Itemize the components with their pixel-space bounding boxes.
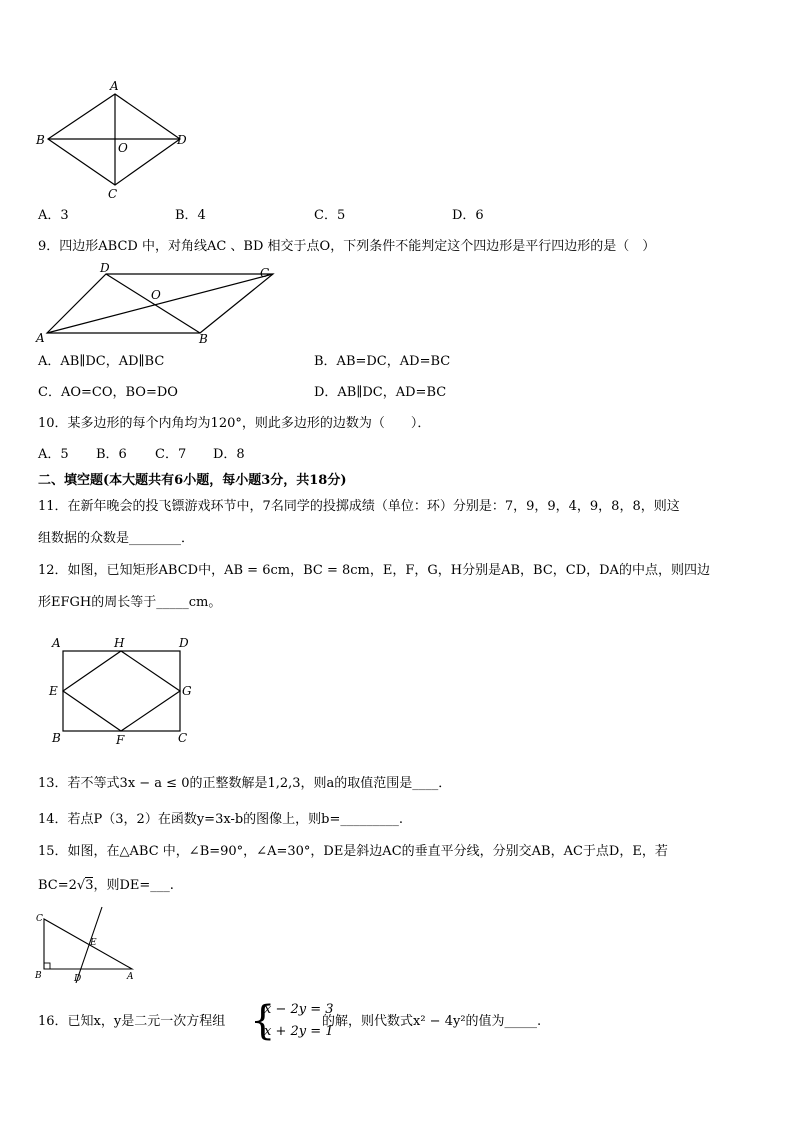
label-a: A	[52, 636, 61, 650]
q10-option-c: C．7	[155, 447, 187, 462]
label-c: C	[178, 731, 188, 745]
q16	[38, 1000, 778, 1044]
q9-option-b: B．AB=DC，AD=BC	[314, 354, 451, 369]
label-b: B	[35, 971, 42, 981]
label-d: D	[177, 133, 187, 147]
q15-line2-pre: BC=2	[38, 878, 77, 893]
parallelogram-figure	[32, 262, 277, 344]
label-o: O	[151, 288, 161, 302]
label-d: D	[74, 974, 82, 984]
q11-line1: 11．在新年晚会的投飞镖游戏环节中，7名同学的投掷成绩（单位：环）分别是：7，9，9，4，9，8，8，则这	[38, 499, 680, 514]
label-c: C	[108, 187, 118, 201]
q15-line1: 15．如图，在△ABC 中，∠B=90°，∠A=30°，DE是斜边AC的垂直平分线，分别交AB，AC于点D，E，若	[38, 844, 668, 859]
q12-line2: 形EFGH的周长等于_____cm。	[38, 595, 222, 610]
q15-root: 3	[85, 878, 94, 893]
q14-text: 14．若点P（3，2）在函数y=3x-b的图像上，则b=_________.	[38, 812, 404, 827]
label-e: E	[90, 938, 97, 948]
label-g: G	[182, 684, 192, 698]
label-b: B	[52, 731, 61, 745]
q8-option-b: B．4	[175, 208, 206, 223]
label-b: B	[36, 133, 45, 147]
label-d: D	[100, 262, 110, 275]
q8-option-a: A．3	[38, 208, 69, 223]
q16-eq2: x + 2y = 1	[264, 1024, 334, 1039]
q8-option-c: C．5	[314, 208, 346, 223]
label-a: A	[127, 972, 134, 982]
q10-stem: 10．某多边形的每个内角均为120°，则此多边形的边数为（ ）．	[38, 416, 431, 431]
q16-eq1: x − 2y = 3	[264, 1002, 334, 1017]
triangle-figure	[32, 905, 144, 985]
q10-option-a: A．5	[38, 447, 69, 462]
q10-option-b: B．6	[96, 447, 127, 462]
q9-option-c: C．AO=CO，BO=DO	[38, 385, 178, 400]
brace-symbol: {	[250, 998, 276, 1044]
q16-post: 的解，则代数式x² − 4y²的值为_____.	[322, 1014, 542, 1029]
section-title: 二、填空题(本大题共有6小题，每小题3分，共18分)	[38, 473, 347, 488]
label-d: D	[179, 636, 189, 650]
label-c: C	[260, 266, 270, 280]
q10-option-d: D．8	[213, 447, 245, 462]
label-a: A	[36, 331, 45, 344]
label-h: H	[114, 636, 125, 650]
label-o: O	[118, 141, 128, 155]
q8-option-d: D．6	[452, 208, 484, 223]
label-c: C	[36, 914, 43, 924]
q15-line2-post: ，则DE=___.	[93, 878, 174, 893]
rhombus-figure	[30, 78, 200, 202]
label-b: B	[199, 332, 208, 344]
q12-line1: 12．如图，已知矩形ABCD中，AB = 6cm，BC = 8cm，E，F，G，H分别是AB，BC，CD，DA的中点，则四边	[38, 563, 710, 578]
q9-stem: 9．四边形ABCD 中，对角线AC 、BD 相交于点O，下列条件不能判定这个四边形是平行四边形的是（ ）	[38, 239, 656, 254]
q9-option-d: D．AB∥DC，AD=BC	[314, 385, 447, 400]
rectangle-figure	[44, 632, 204, 748]
q13-text: 13．若不等式3x − a ≤ 0的正整数解是1,2,3，则a的取值范围是____．	[38, 776, 452, 791]
q11-line2: 组数据的众数是________．	[38, 531, 195, 546]
label-e: E	[49, 684, 58, 698]
q16-pre: 16．已知x，y是二元一次方程组	[38, 1014, 226, 1029]
q9-option-a: A．AB∥DC，AD∥BC	[38, 354, 165, 369]
sqrt-symbol: √	[76, 878, 86, 893]
label-a: A	[110, 79, 119, 93]
label-f: F	[116, 733, 125, 747]
q15-line2	[38, 876, 174, 896]
